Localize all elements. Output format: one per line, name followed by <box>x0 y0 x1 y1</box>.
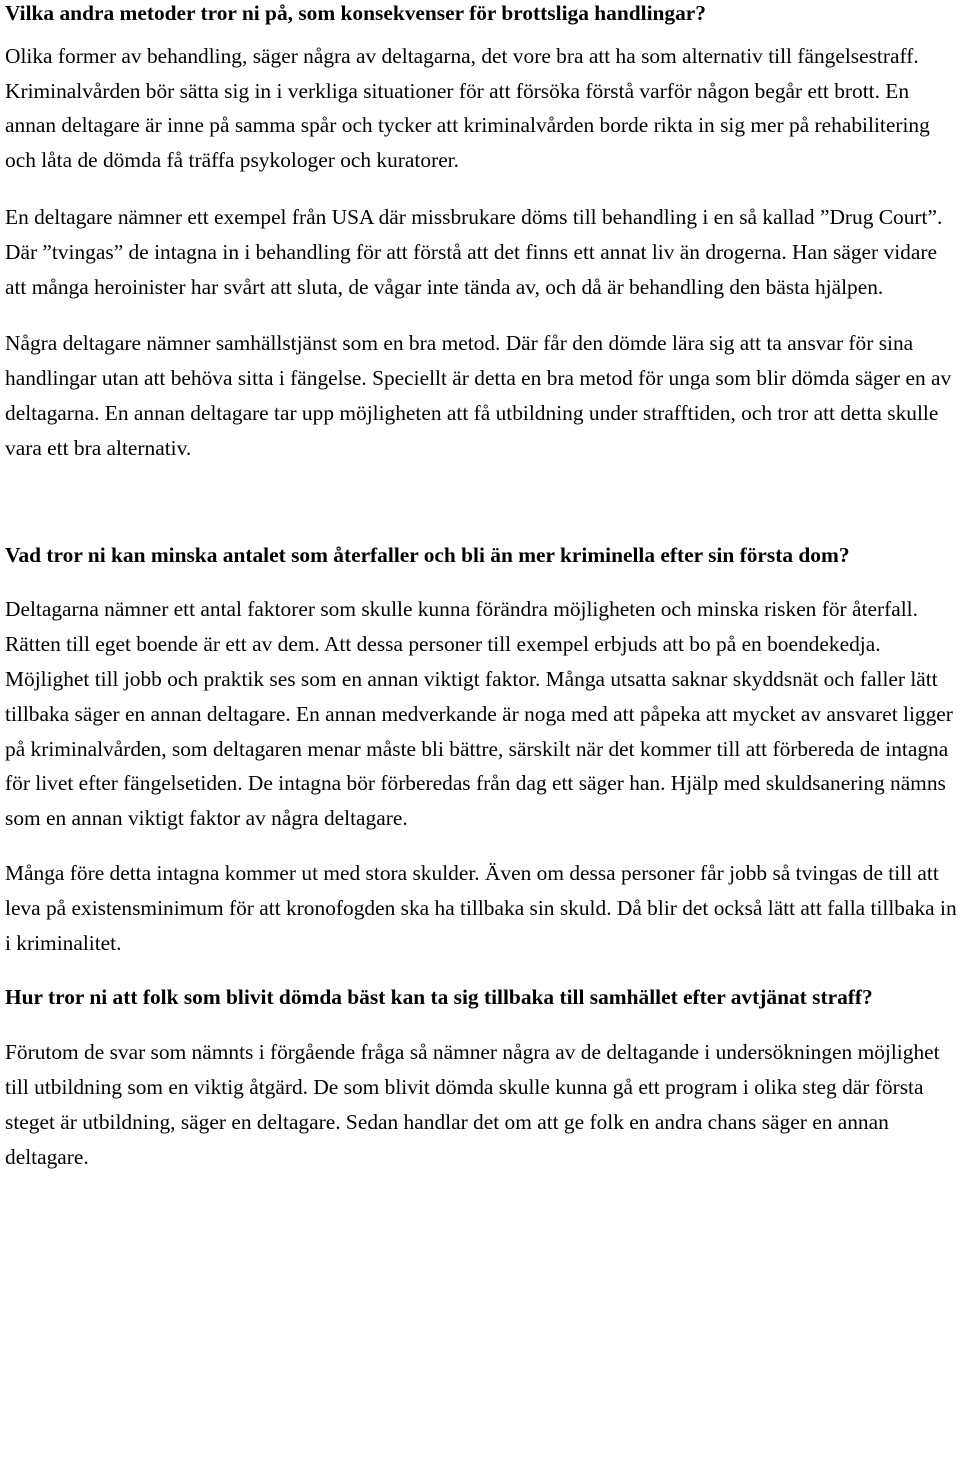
paragraph-behandling: Olika former av behandling, säger några av deltagarna, det vore bra att ha som alternativ till fängelsestraff. Kriminalvården bör sätta sig in i verkliga situationer för att försöka förstå varför någon begår ett brott. En annan deltagare är inne på samma spår och tycker att kriminalvården borde rikta in sig mer på rehabilitering och låta de dömda få träffa psykologer och kuratorer. <box>5 43 930 173</box>
document-page <box>5 0 960 1174</box>
paragraph-utbildning: Förutom de svar som nämnts i förgående fråga så nämner några av de deltagande i undersökningen möjlighet till utbildning som en viktig åtgärd. De som blivit dömda skulle kunna gå ett program i olika steg där första steget är utbildning, säger en deltagare. Sedan handlar det om att ge folk en andra chans säger en annan deltagare. <box>5 1040 940 1169</box>
section-heading-aterfall: Vad tror ni kan minska antalet som återfaller och bli än mer kriminella efter sin första dom? <box>5 542 850 567</box>
paragraph-faktorer: Deltagarna nämner ett antal faktorer som skulle kunna förändra möjligheten och minska risken för återfall. Rätten till eget boende är ett av dem. Att dessa personer till exempel erbjuds att bo på en boendekedja. Möjlighet till jobb och praktik ses som en annan viktigt faktor. Många utsatta saknar skyddsnät och faller lätt tillbaka säger en annan deltagare. En annan medverkande är noga med att påpeka att mycket av ansvaret ligger på kriminalvården, som deltagaren menar måste bli bättre, särskilt när det kommer till att förbereda de intagna för livet efter fängelsetiden. De intagna bör förberedas från dag ett säger han. Hjälp med skuldsanering nämns som en annan viktigt faktor av några deltagare. <box>5 597 953 831</box>
section-heading-tillbaka: Hur tror ni att folk som blivit dömda bäst kan ta sig tillbaka till samhället efter avtjänat straff? <box>5 985 873 1010</box>
section-heading-metoder: Vilka andra metoder tror ni på, som konsekvenser för brottsliga handlingar? <box>5 1 707 25</box>
paragraph-drug-court: En deltagare nämner ett exempel från USA där missbrukare döms till behandling i en så kallad ”Drug Court”. Där ”tvingas” de intagna in i behandling för att förstå att det finns ett annat liv än drogerna. Han säger vidare att många heroinister har svårt att sluta, de vågar inte tända av, och då är behandling den bästa hjälpen. <box>5 204 943 299</box>
paragraph-samhallstjanst: Några deltagare nämner samhällstjänst som en bra metod. Där får den dömde lära sig att ta ansvar för sina handlingar utan att behöva sitta i fängelse. Speciellt är detta en bra metod för unga som blir dömda säger en av deltagarna. En annan deltagare tar upp möjligheten att få utbildning under strafftiden, och tror att detta skulle vara ett bra alternativ. <box>5 331 952 460</box>
paragraph-skulder: Många före detta intagna kommer ut med stora skulder. Även om dessa personer får jobb så tvingas de till att leva på existensminimum för att kronofogden ska ha tillbaka sin skuld. Då blir det också lätt att falla tillbaka in i kriminalitet. <box>5 860 957 955</box>
